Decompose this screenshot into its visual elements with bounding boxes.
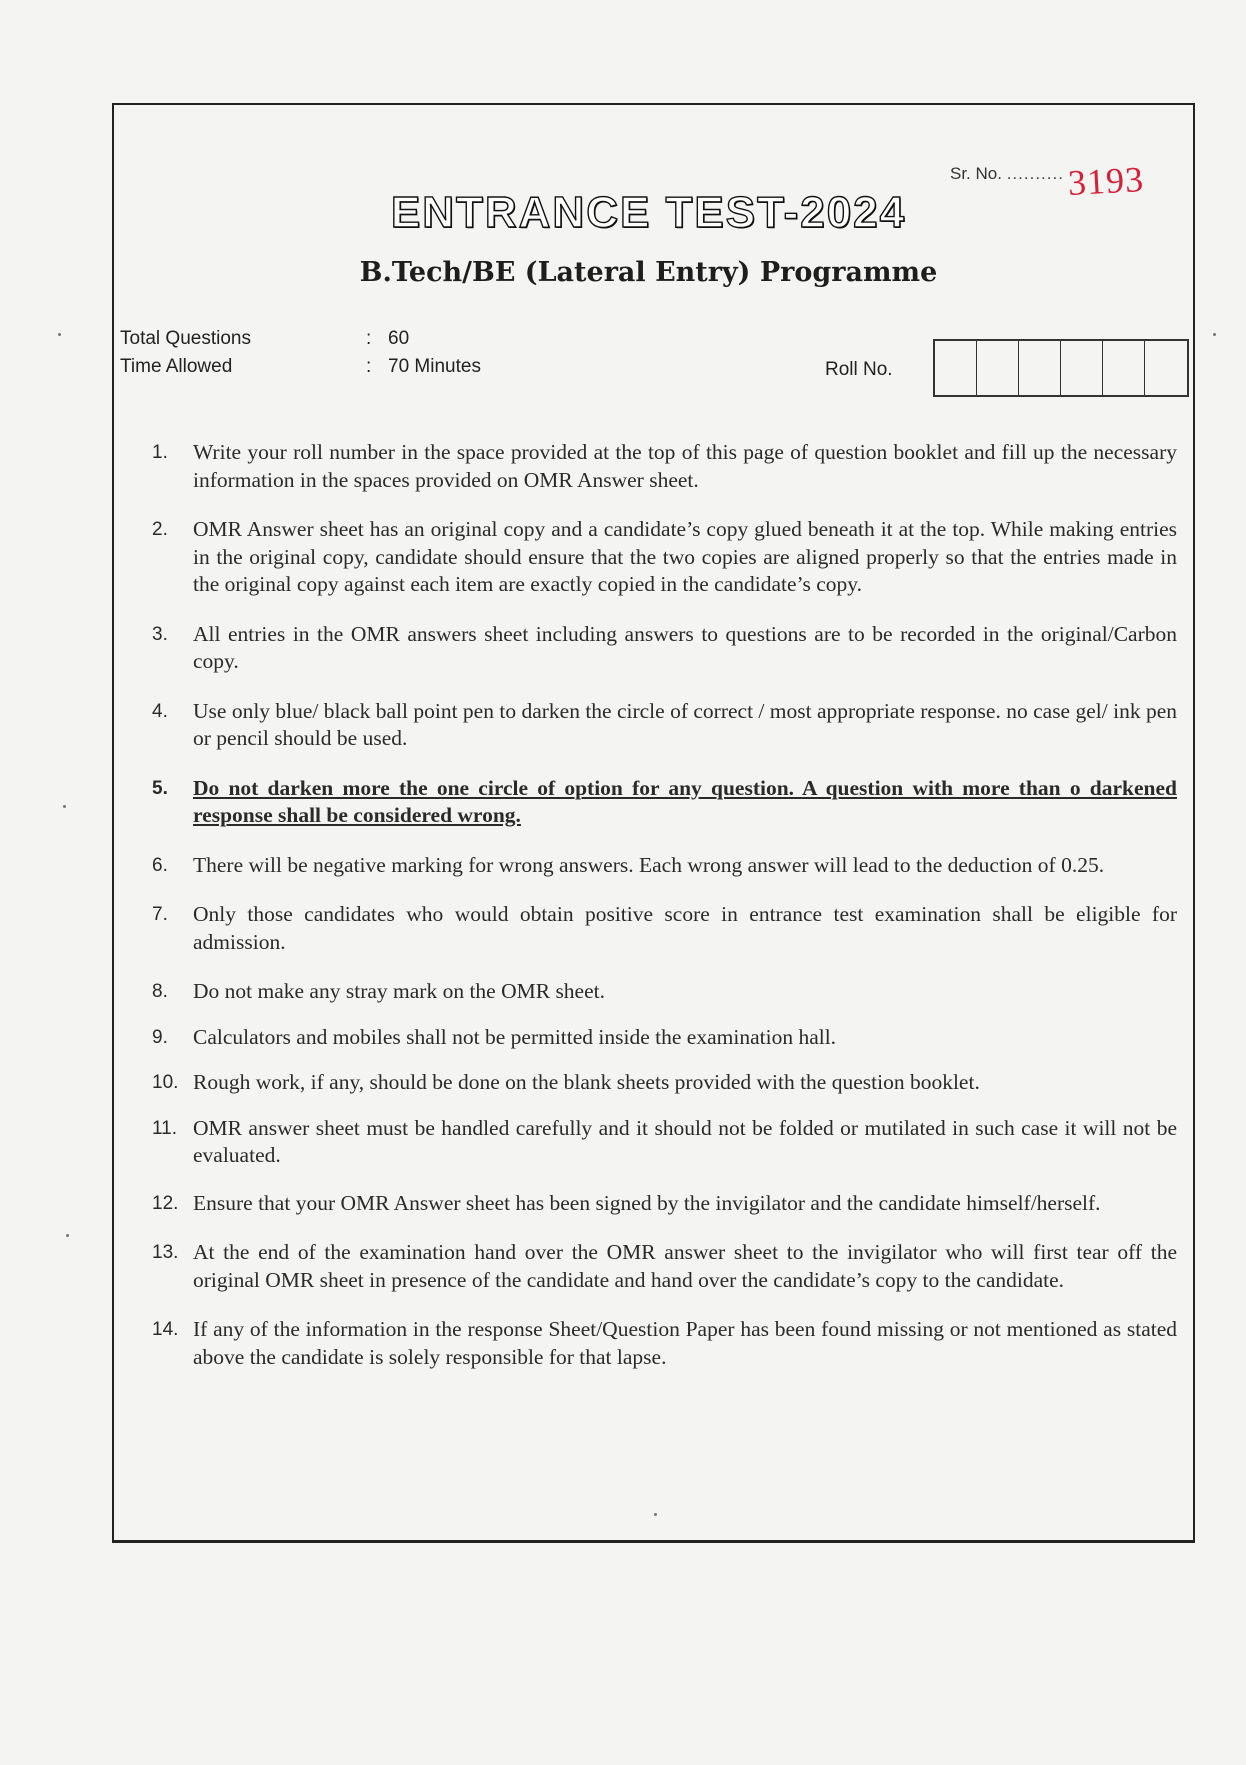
total-questions-value: 60	[388, 328, 410, 349]
instruction-item	[152, 516, 1177, 599]
instruction-item	[152, 1115, 1177, 1170]
instruction-text: Calculators and mobiles shall not be permitted inside the examination hall.	[193, 1024, 837, 1049]
roll-number-digit-box[interactable]	[1145, 341, 1187, 395]
instruction-number: 12.	[152, 1192, 179, 1214]
page-title: ENTRANCE TEST-2024	[390, 188, 907, 237]
roll-number-digit-box[interactable]	[1019, 341, 1061, 395]
scan-speck	[66, 1234, 69, 1237]
instruction-text: If any of the information in the response Sheet/Question Paper has been found missing or not mentioned as stated above the candidate is solely responsible for that lapse.	[193, 1317, 1177, 1369]
instruction-number: 9.	[152, 1026, 168, 1048]
instruction-item	[152, 852, 1177, 880]
instruction-number: 10.	[152, 1072, 179, 1093]
instruction-item	[152, 621, 1177, 676]
instruction-text: Do not make any stray mark on the OMR sheet.	[193, 979, 605, 1003]
instruction-number: 1.	[152, 442, 168, 463]
instruction-text: Write your roll number in the space provided at the top of this page of question booklet and fill up the necessary information in the spaces provided on OMR Answer sheet.	[193, 440, 1177, 492]
instruction-number: 11.	[152, 1117, 178, 1139]
instruction-number: 2.	[152, 519, 168, 540]
instruction-item	[152, 1316, 1177, 1371]
scan-speck	[63, 805, 66, 808]
instruction-text: OMR Answer sheet has an original copy and a candidate’s copy glued beneath it at the top. While making entries in the original copy, candidate should ensure that the two copies are aligned properly so that the entries made in the original copy against each item are exactly copied in the candidate’s copy.	[193, 517, 1177, 596]
instruction-item	[152, 439, 1177, 494]
instruction-item	[152, 698, 1177, 753]
instruction-number: 7.	[152, 904, 168, 925]
serial-number-value: 3193	[1067, 159, 1145, 203]
roll-number-digit-box[interactable]	[1103, 341, 1145, 395]
page-subtitle: B.Tech/BE (Lateral Entry) Programme	[359, 257, 938, 288]
instruction-text: At the end of the examination hand over the OMR answer sheet to the invigilator who will first tear off the original OMR sheet in presence of the candidate and hand over the candidate’s copy to the candidate.	[193, 1240, 1177, 1292]
scan-speck	[654, 1513, 657, 1516]
instruction-item	[152, 901, 1177, 956]
instruction-text: OMR answer sheet must be handled carefully and it should not be folded or mutilated in such case it will not be evaluated.	[193, 1115, 1177, 1167]
time-allowed-label: Time Allowed	[120, 356, 233, 377]
instruction-text: Rough work, if any, should be done on the blank sheets provided with the question booklet.	[193, 1070, 980, 1094]
instruction-number: 8.	[152, 981, 168, 1002]
instruction-text: There will be negative marking for wrong answers. Each wrong answer will lead to the deduction of 0.25.	[193, 852, 1105, 877]
instruction-number: 3.	[152, 623, 168, 645]
instruction-item	[152, 1190, 1177, 1218]
time-allowed-value: 70 Minutes	[388, 356, 481, 377]
instruction-item	[152, 1024, 1177, 1052]
instruction-text: Use only blue/ black ball point pen to darken the circle of correct / most appropriate response. no case gel/ ink pen or pencil should be used.	[193, 698, 1177, 750]
scan-speck	[58, 333, 61, 336]
instruction-number: 14.	[152, 1319, 179, 1340]
scan-speck	[1213, 333, 1216, 336]
instruction-text: Do not darken more the one circle of option for any question. A question with more than o darkened response shall be considered wrong.	[193, 775, 1177, 827]
roll-number-label: Roll No.	[825, 359, 893, 380]
roll-number-digit-box[interactable]	[977, 341, 1019, 395]
total-questions-colon: :	[366, 328, 372, 349]
roll-number-boxes[interactable]	[933, 339, 1189, 397]
instruction-text: Only those candidates who would obtain positive score in entrance test examination shall be eligible for admission.	[193, 902, 1177, 954]
serial-number-label: Sr. No.	[950, 164, 1002, 183]
instruction-item	[152, 1069, 1177, 1097]
instruction-item	[152, 978, 1177, 1006]
instruction-item	[152, 1239, 1177, 1294]
serial-number-dots: ..........	[1006, 164, 1064, 183]
instruction-number: 5.	[152, 777, 168, 799]
roll-number-digit-box[interactable]	[935, 341, 977, 395]
time-allowed-colon: :	[366, 356, 372, 377]
instruction-number: 13.	[152, 1242, 179, 1263]
instruction-number: 4.	[152, 700, 168, 722]
instruction-text: Ensure that your OMR Answer sheet has been signed by the invigilator and the candidate himself/herself.	[193, 1190, 1101, 1215]
total-questions-label: Total Questions	[120, 328, 251, 349]
instruction-number: 6.	[152, 854, 168, 876]
serial-number	[950, 159, 1145, 203]
instructions-list	[152, 439, 1177, 1371]
instruction-item	[152, 775, 1177, 830]
roll-number-digit-box[interactable]	[1061, 341, 1103, 395]
instruction-text: All entries in the OMR answers sheet including answers to questions are to be recorded in the original/Carbon copy.	[193, 621, 1177, 673]
